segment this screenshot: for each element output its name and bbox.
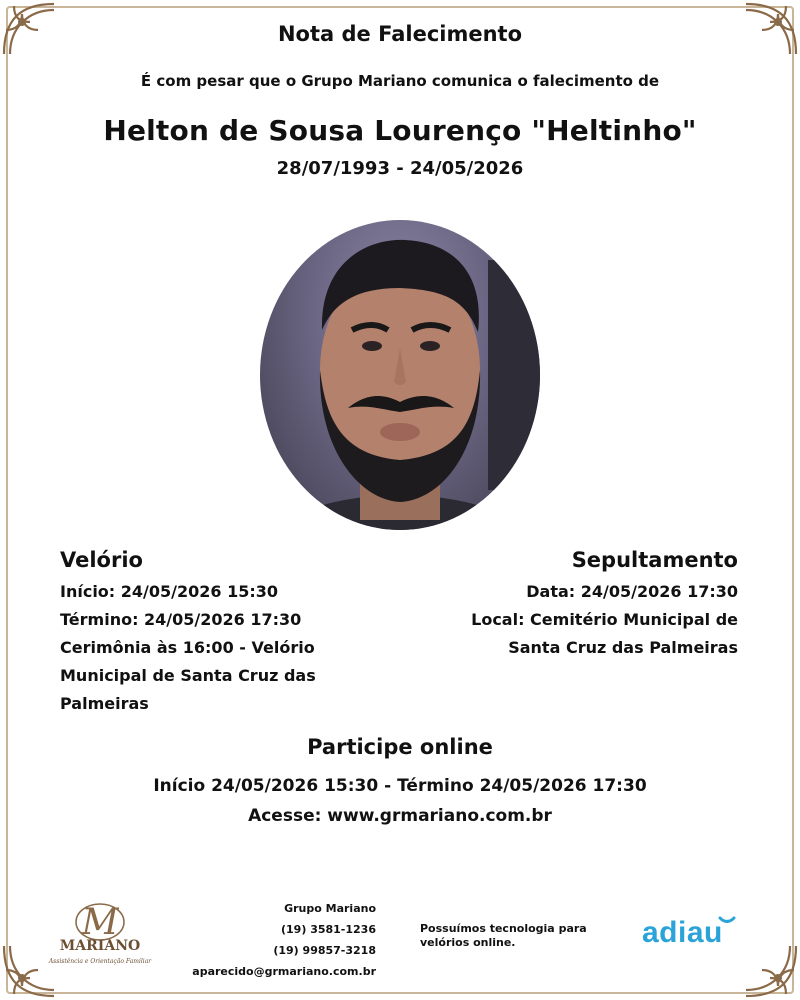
- deceased-portrait: [260, 220, 540, 530]
- sepultamento-date: Data: 24/05/2026 17:30: [526, 582, 738, 601]
- velorio-ceremony: Cerimônia às 16:00 - Velório: [60, 638, 315, 657]
- logo-text: MARIANO: [59, 938, 141, 954]
- page-title: Nota de Falecimento: [277, 22, 523, 46]
- corner-ornament-icon: [742, 942, 800, 1000]
- online-times: Início 24/05/2026 15:30 - Término 24/05/2026 17:30: [153, 776, 647, 796]
- announcement-subtitle: É com pesar que o Grupo Mariano comunica o falecimento de: [140, 72, 660, 90]
- online-heading: Participe online: [307, 735, 493, 759]
- email-link[interactable]: aparecido@grmariano.com.br: [192, 965, 376, 978]
- deceased-name: Helton de Sousa Lourenço "Heltinho": [103, 114, 697, 147]
- velorio-end: Término: 24/05/2026 17:30: [60, 610, 302, 629]
- phone-2[interactable]: (19) 99857-3218: [273, 944, 376, 957]
- sepultamento-location-cont: Santa Cruz das Palmeiras: [508, 638, 738, 657]
- contact-block: [180, 898, 376, 982]
- online-site-link[interactable]: Acesse: www.grmariano.com.br: [248, 806, 552, 826]
- velorio-heading: Velório: [60, 548, 143, 572]
- sepultamento-section: [418, 548, 738, 662]
- sepultamento-location: Local: Cemitério Municipal de: [471, 610, 738, 629]
- velorio-location-cont: Palmeiras: [60, 694, 149, 713]
- logo-tagline: Assistência e Orientação Familiar: [48, 958, 152, 965]
- sepultamento-heading: Sepultamento: [571, 548, 738, 572]
- mariano-logo: [44, 900, 156, 970]
- velorio-section: [60, 548, 360, 718]
- brand-accent-icon: [718, 916, 736, 924]
- life-dates: 28/07/1993 - 24/05/2026: [276, 158, 524, 179]
- phone-1[interactable]: (19) 3581-1236: [281, 923, 376, 936]
- velorio-location: Municipal de Santa Cruz das: [60, 666, 316, 685]
- tech-note: Possuímos tecnologia para velórios online.: [420, 922, 587, 949]
- svg-text:M: M: [81, 902, 119, 943]
- company-name: Grupo Mariano: [284, 902, 376, 915]
- velorio-start: Início: 24/05/2026 15:30: [60, 582, 279, 601]
- adiau-brand-logo: adiau: [642, 916, 723, 949]
